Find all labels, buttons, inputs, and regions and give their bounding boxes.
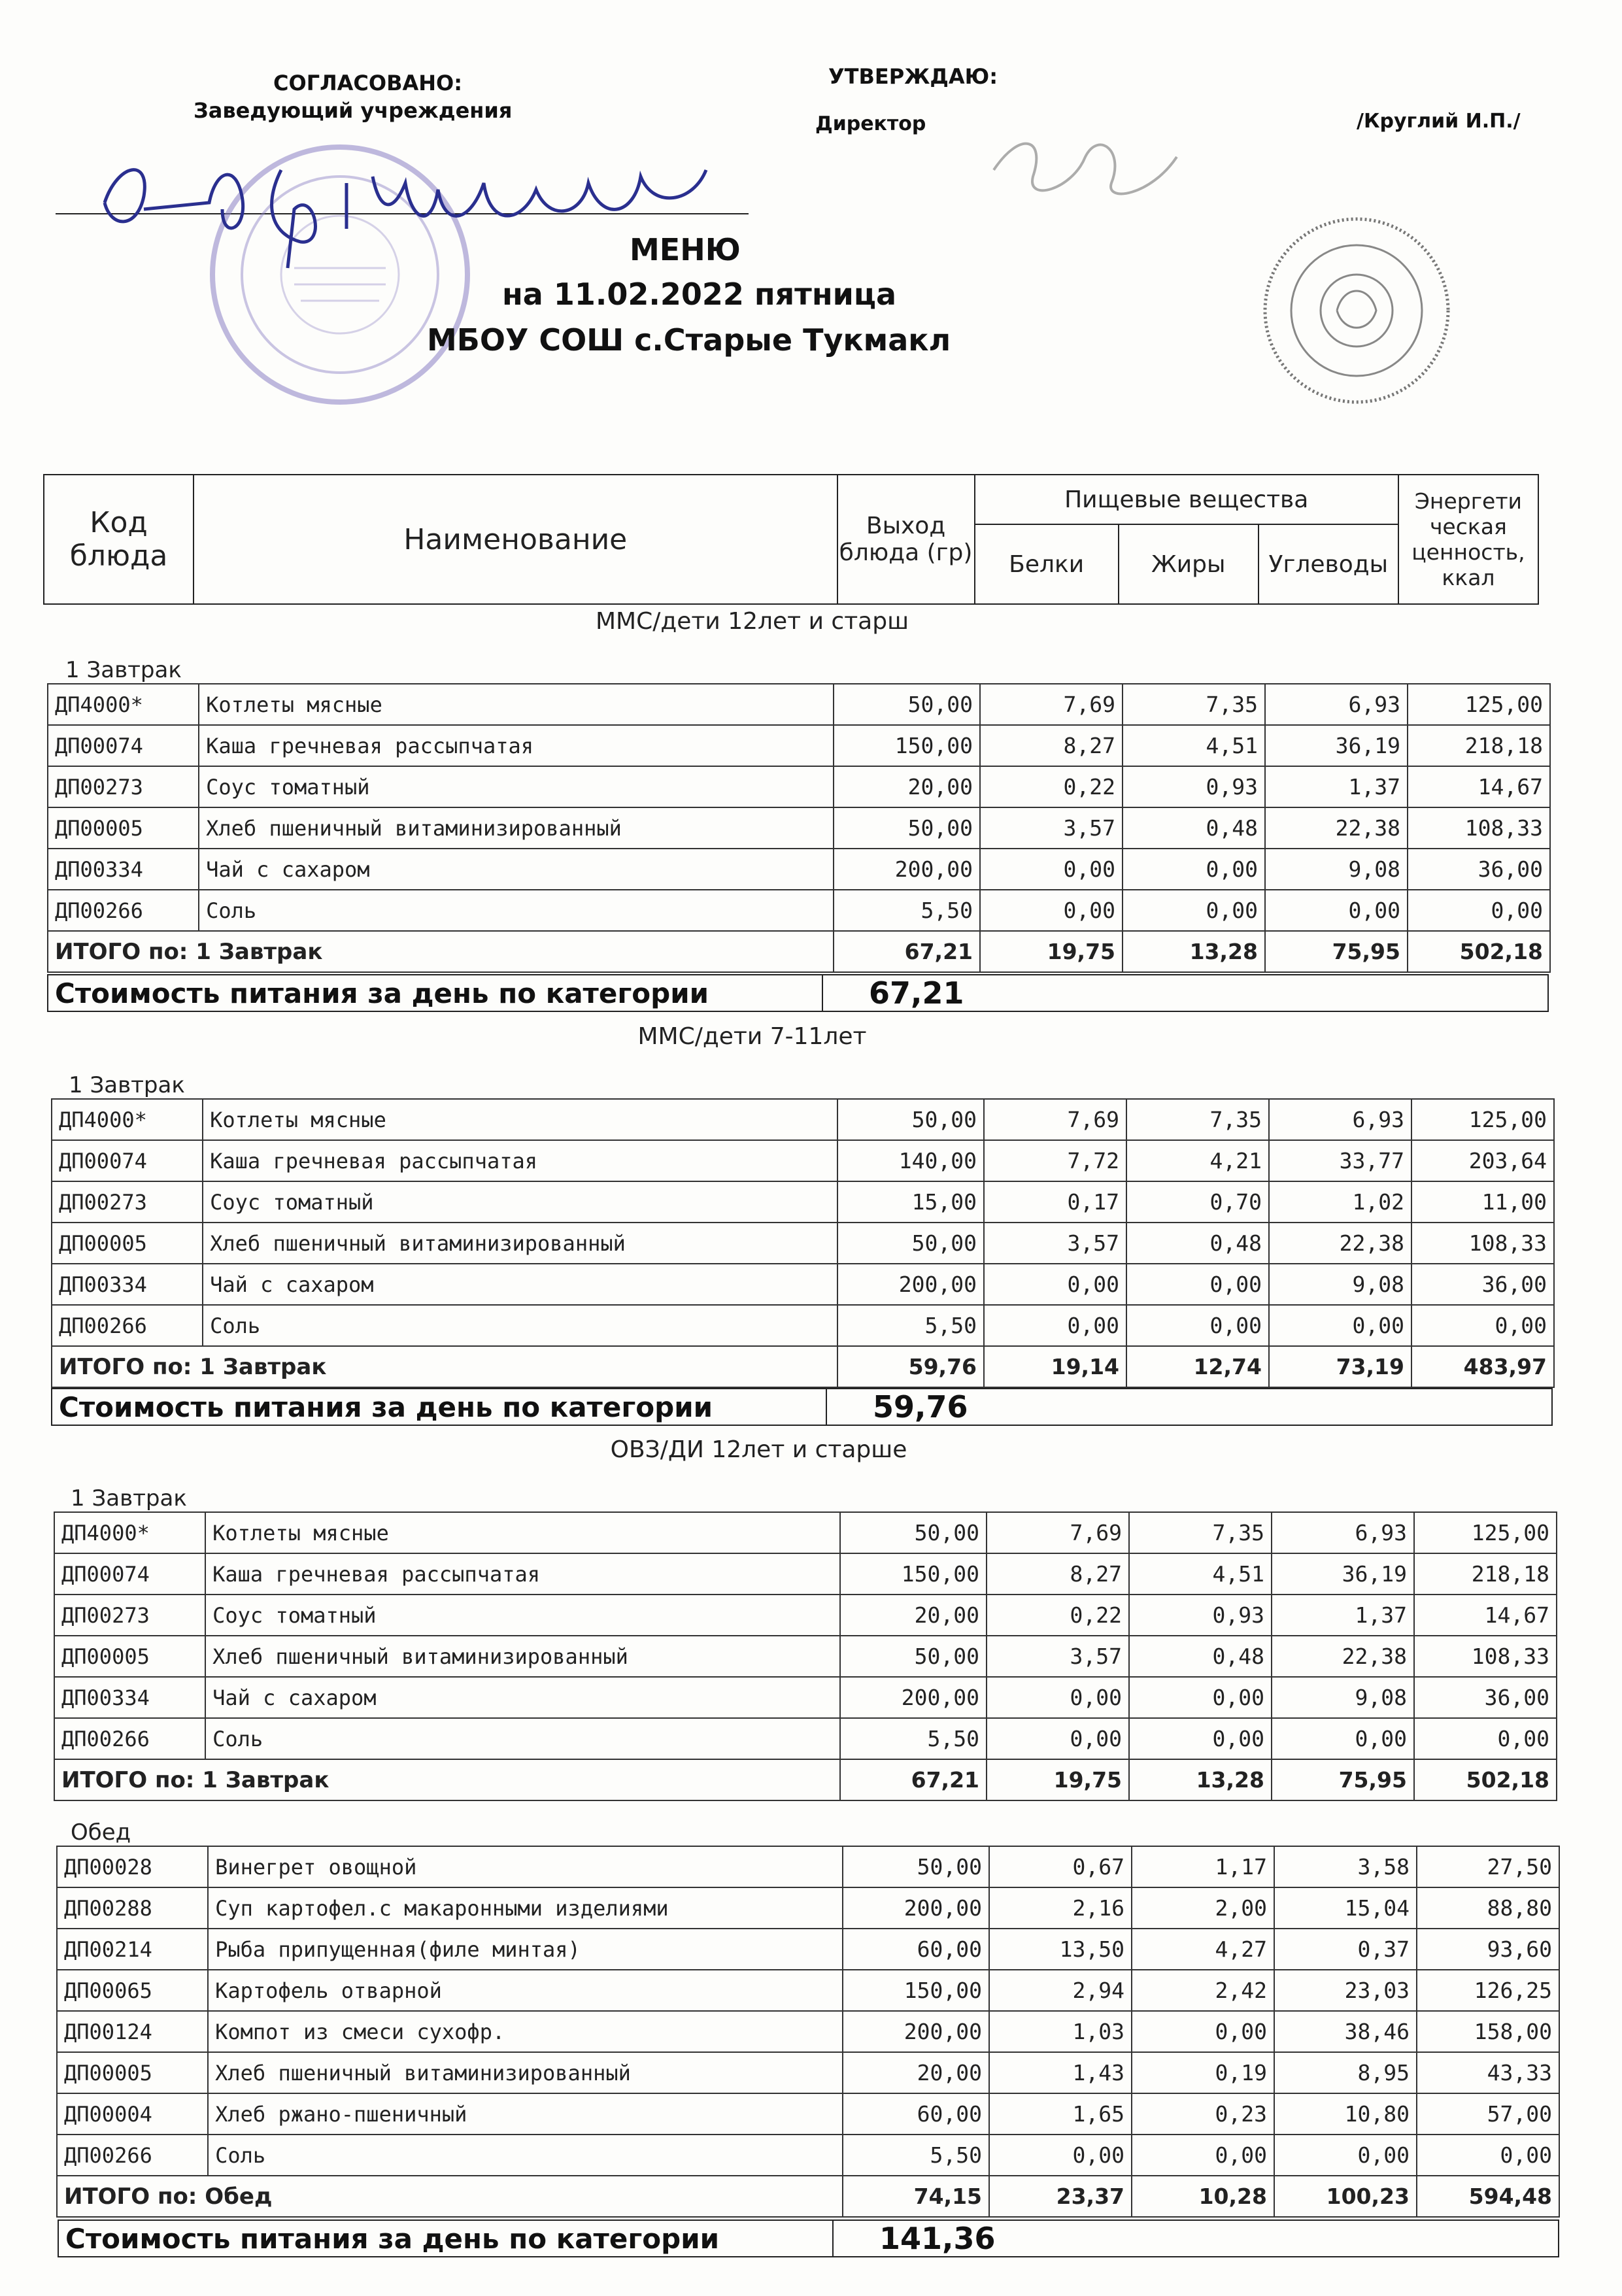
cell-energy: 126,25 (1417, 1970, 1559, 2011)
cell-code: ДП00005 (48, 807, 199, 849)
cell-energy: 108,33 (1414, 1636, 1557, 1677)
total-label: ИТОГО по: 1 Завтрак (52, 1346, 837, 1387)
cell-name: Винегрет овощной (208, 1846, 843, 1887)
cell-carbs: 1,02 (1269, 1181, 1411, 1223)
total-label: ИТОГО по: 1 Завтрак (48, 931, 834, 972)
cell-carbs: 1,37 (1272, 1595, 1414, 1636)
cell-output: 60,00 (843, 1929, 989, 1970)
cell-protein: 7,72 (984, 1140, 1126, 1181)
cell-energy: 11,00 (1411, 1181, 1554, 1223)
cell-code: ДП00005 (54, 1636, 205, 1677)
cell-fat: 4,51 (1123, 725, 1265, 766)
table-row (52, 1305, 1554, 1346)
menu-table (56, 1846, 1560, 2218)
cell-protein: 0,17 (984, 1181, 1126, 1223)
cell-name: Картофель отварной (208, 1970, 843, 2011)
cell-output: 5,50 (834, 890, 980, 931)
cell-name: Котлеты мясные (199, 684, 834, 725)
cell-carbs: 22,38 (1269, 1223, 1411, 1264)
cell-output: 140,00 (837, 1140, 984, 1181)
total-protein: 19,14 (984, 1346, 1126, 1387)
cell-carbs: 0,00 (1272, 1718, 1414, 1759)
table-row (54, 1718, 1557, 1759)
cell-name: Каша гречневая рассыпчатая (203, 1140, 837, 1181)
cell-name: Чай с сахаром (199, 849, 834, 890)
cell-code: ДП00214 (57, 1929, 208, 1970)
cost-label: Стоимость питания за день по категории (52, 1389, 826, 1425)
cell-protein: 8,27 (987, 1553, 1129, 1595)
cell-protein: 0,00 (984, 1264, 1126, 1305)
total-energy: 483,97 (1411, 1346, 1554, 1387)
cell-energy: 36,00 (1408, 849, 1550, 890)
cell-protein: 1,43 (989, 2052, 1132, 2093)
agreed-label: СОГЛАСОВАНО: (273, 71, 463, 95)
cost-table (58, 2220, 1559, 2257)
cell-name: Хлеб ржано-пшеничный (208, 2093, 843, 2135)
cell-carbs: 38,46 (1274, 2011, 1417, 2052)
table-row (52, 1099, 1554, 1140)
cell-fat: 0,00 (1132, 2011, 1274, 2052)
approve-label: УТВЕРЖДАЮ: (828, 64, 998, 89)
cell-output: 60,00 (843, 2093, 989, 2135)
director-label: Директор (815, 112, 926, 135)
cell-name: Хлеб пшеничный витаминизированный (203, 1223, 837, 1264)
director-stamp (1259, 212, 1455, 409)
cell-output: 50,00 (834, 807, 980, 849)
cell-code: ДП00028 (57, 1846, 208, 1887)
cell-carbs: 6,93 (1269, 1099, 1411, 1140)
cell-output: 150,00 (843, 1970, 989, 2011)
total-row (57, 2176, 1559, 2217)
cell-name: Соль (199, 890, 834, 931)
total-row (52, 1346, 1554, 1387)
total-carbs: 75,95 (1272, 1759, 1414, 1800)
cell-fat: 4,21 (1126, 1140, 1269, 1181)
cell-code: ДП00288 (57, 1887, 208, 1929)
meal-title: 1 Завтрак (65, 657, 182, 683)
total-output: 74,15 (843, 2176, 989, 2217)
cell-output: 150,00 (840, 1553, 987, 1595)
table-row (48, 766, 1550, 807)
cell-fat: 7,35 (1129, 1512, 1272, 1553)
cost-label: Стоимость питания за день по категории (48, 975, 822, 1011)
cell-output: 50,00 (843, 1846, 989, 1887)
cell-protein: 3,57 (987, 1636, 1129, 1677)
cell-output: 200,00 (840, 1677, 987, 1718)
cell-output: 15,00 (837, 1181, 984, 1223)
table-row (54, 1595, 1557, 1636)
cell-output: 20,00 (834, 766, 980, 807)
cell-carbs: 6,93 (1272, 1512, 1414, 1553)
cell-fat: 2,42 (1132, 1970, 1274, 2011)
cell-carbs: 22,38 (1272, 1636, 1414, 1677)
cell-name: Соус томатный (203, 1181, 837, 1223)
cell-output: 50,00 (840, 1512, 987, 1553)
cell-protein: 3,57 (984, 1223, 1126, 1264)
total-fat: 10,28 (1132, 2176, 1274, 2217)
table-row (57, 2093, 1559, 2135)
cell-protein: 1,03 (989, 2011, 1132, 2052)
cell-code: ДП00074 (54, 1553, 205, 1595)
cell-carbs: 22,38 (1265, 807, 1408, 849)
cell-output: 200,00 (837, 1264, 984, 1305)
cell-fat: 1,17 (1132, 1846, 1274, 1887)
cell-energy: 0,00 (1417, 2135, 1559, 2176)
total-protein: 19,75 (987, 1759, 1129, 1800)
cell-fat: 4,51 (1129, 1553, 1272, 1595)
meal-title: 1 Завтрак (69, 1072, 185, 1098)
cell-carbs: 8,95 (1274, 2052, 1417, 2093)
total-energy: 502,18 (1414, 1759, 1557, 1800)
cell-protein: 0,00 (987, 1718, 1129, 1759)
table-row (48, 849, 1550, 890)
cell-name: Чай с сахаром (205, 1677, 840, 1718)
cell-fat: 2,00 (1132, 1887, 1274, 1929)
cell-energy: 93,60 (1417, 1929, 1559, 1970)
cell-energy: 203,64 (1411, 1140, 1554, 1181)
total-energy: 502,18 (1408, 931, 1550, 972)
cell-code: ДП00004 (57, 2093, 208, 2135)
cell-protein: 3,57 (980, 807, 1123, 849)
cell-output: 20,00 (840, 1595, 987, 1636)
cell-fat: 0,00 (1126, 1264, 1269, 1305)
cell-output: 50,00 (837, 1223, 984, 1264)
menu-title: МЕНЮ (630, 232, 741, 267)
cell-name: Котлеты мясные (203, 1099, 837, 1140)
cell-fat: 0,00 (1129, 1677, 1272, 1718)
cell-carbs: 9,08 (1265, 849, 1408, 890)
cell-name: Компот из смеси сухофр. (208, 2011, 843, 2052)
cell-output: 20,00 (843, 2052, 989, 2093)
cell-protein: 0,67 (989, 1846, 1132, 1887)
cell-energy: 14,67 (1414, 1595, 1557, 1636)
cell-protein: 7,69 (980, 684, 1123, 725)
cell-name: Котлеты мясные (205, 1512, 840, 1553)
cell-protein: 2,16 (989, 1887, 1132, 1929)
cell-code: ДП00074 (52, 1140, 203, 1181)
cell-protein: 0,22 (987, 1595, 1129, 1636)
director-name: /Круглий И.П./ (1357, 110, 1521, 133)
cell-name: Суп картофел.с макаронными изделиями (208, 1887, 843, 1929)
total-label: ИТОГО по: Обед (57, 2176, 843, 2217)
table-row (54, 1677, 1557, 1718)
cell-fat: 0,48 (1126, 1223, 1269, 1264)
cell-protein: 7,69 (984, 1099, 1126, 1140)
header-output: Выход блюда (гр) (837, 475, 975, 604)
cell-carbs: 0,00 (1269, 1305, 1411, 1346)
section-title: ММС/дети 12лет и старш (595, 608, 909, 635)
table-row (57, 1887, 1559, 1929)
cell-protein: 0,00 (989, 2135, 1132, 2176)
director-signature (981, 118, 1216, 222)
header-protein: Белки (975, 524, 1119, 604)
total-carbs: 73,19 (1269, 1346, 1411, 1387)
cell-carbs: 0,37 (1274, 1929, 1417, 1970)
cell-carbs: 3,58 (1274, 1846, 1417, 1887)
cost-value: 141,36 (833, 2220, 1559, 2257)
total-output: 67,21 (840, 1759, 987, 1800)
table-row (52, 1181, 1554, 1223)
cell-name: Рыба припущенная(филе минтая) (208, 1929, 843, 1970)
header-code: Код блюда (44, 475, 194, 604)
table-row (48, 725, 1550, 766)
agreed-role: Заведующий учреждения (194, 98, 513, 123)
cell-code: ДП00334 (52, 1264, 203, 1305)
cell-code: ДП00266 (52, 1305, 203, 1346)
cell-protein: 0,00 (987, 1677, 1129, 1718)
header-nutrients: Пищевые вещества (975, 475, 1398, 524)
cell-fat: 0,00 (1123, 849, 1265, 890)
cost-value: 67,21 (822, 975, 1548, 1011)
cell-code: ДП00266 (57, 2135, 208, 2176)
cell-fat: 4,27 (1132, 1929, 1274, 1970)
cell-protein: 2,94 (989, 1970, 1132, 2011)
cell-protein: 13,50 (989, 1929, 1132, 1970)
cell-code: ДП00273 (52, 1181, 203, 1223)
cell-code: ДП4000* (52, 1099, 203, 1140)
cell-fat: 0,00 (1126, 1305, 1269, 1346)
total-carbs: 100,23 (1274, 2176, 1417, 2217)
cell-fat: 0,19 (1132, 2052, 1274, 2093)
cell-energy: 14,67 (1408, 766, 1550, 807)
cell-name: Соль (205, 1718, 840, 1759)
cell-output: 200,00 (843, 2011, 989, 2052)
cell-fat: 0,93 (1123, 766, 1265, 807)
cell-carbs: 9,08 (1269, 1264, 1411, 1305)
total-carbs: 75,95 (1265, 931, 1408, 972)
menu-table (54, 1511, 1557, 1801)
cell-output: 200,00 (843, 1887, 989, 1929)
table-row (57, 2135, 1559, 2176)
table-row (57, 1970, 1559, 2011)
cell-output: 200,00 (834, 849, 980, 890)
total-fat: 13,28 (1129, 1759, 1272, 1800)
table-row (57, 1846, 1559, 1887)
cell-output: 5,50 (843, 2135, 989, 2176)
header-fat: Жиры (1119, 524, 1259, 604)
total-label: ИТОГО по: 1 Завтрак (54, 1759, 840, 1800)
table-row (52, 1223, 1554, 1264)
cell-fat: 7,35 (1126, 1099, 1269, 1140)
section-title: ОВЗ/ДИ 12лет и старше (610, 1436, 907, 1463)
cell-protein: 0,00 (980, 849, 1123, 890)
cell-code: ДП00124 (57, 2011, 208, 2052)
table-row (57, 2052, 1559, 2093)
cell-energy: 0,00 (1408, 890, 1550, 931)
cell-fat: 0,00 (1132, 2135, 1274, 2176)
cell-energy: 88,80 (1417, 1887, 1559, 1929)
cell-fat: 0,23 (1132, 2093, 1274, 2135)
cell-name: Хлеб пшеничный витаминизированный (208, 2052, 843, 2093)
menu-table (51, 1098, 1555, 1388)
cell-output: 5,50 (837, 1305, 984, 1346)
cell-code: ДП4000* (48, 684, 199, 725)
cell-carbs: 1,37 (1265, 766, 1408, 807)
total-protein: 19,75 (980, 931, 1123, 972)
cell-output: 50,00 (837, 1099, 984, 1140)
cell-carbs: 36,19 (1272, 1553, 1414, 1595)
menu-table-header (43, 474, 1539, 605)
cell-protein: 1,65 (989, 2093, 1132, 2135)
cell-protein: 0,00 (980, 890, 1123, 931)
total-fat: 13,28 (1123, 931, 1265, 972)
cell-fat: 0,93 (1129, 1595, 1272, 1636)
table-row (48, 807, 1550, 849)
table-row (57, 1929, 1559, 1970)
cell-carbs: 23,03 (1274, 1970, 1417, 2011)
cell-output: 50,00 (840, 1636, 987, 1677)
cell-code: ДП00074 (48, 725, 199, 766)
cell-energy: 108,33 (1408, 807, 1550, 849)
cell-fat: 7,35 (1123, 684, 1265, 725)
cell-code: ДП00334 (48, 849, 199, 890)
cell-energy: 218,18 (1408, 725, 1550, 766)
total-protein: 23,37 (989, 2176, 1132, 2217)
table-row (57, 2011, 1559, 2052)
total-energy: 594,48 (1417, 2176, 1559, 2217)
cell-protein: 8,27 (980, 725, 1123, 766)
cost-table (47, 974, 1549, 1012)
total-output: 59,76 (837, 1346, 984, 1387)
cell-output: 5,50 (840, 1718, 987, 1759)
total-row (48, 931, 1550, 972)
school-name: МБОУ СОШ с.Старые Тукмакл (427, 322, 951, 358)
cell-name: Каша гречневая рассыпчатая (199, 725, 834, 766)
header-name: Наименование (194, 475, 837, 604)
cell-carbs: 0,00 (1265, 890, 1408, 931)
cell-energy: 0,00 (1414, 1718, 1557, 1759)
cell-energy: 43,33 (1417, 2052, 1559, 2093)
cell-energy: 108,33 (1411, 1223, 1554, 1264)
cell-fat: 0,48 (1129, 1636, 1272, 1677)
table-row (48, 684, 1550, 725)
cell-code: ДП00005 (57, 2052, 208, 2093)
meal-title: 1 Завтрак (71, 1485, 187, 1511)
total-output: 67,21 (834, 931, 980, 972)
cell-carbs: 0,00 (1274, 2135, 1417, 2176)
cell-name: Соус томатный (199, 766, 834, 807)
cell-fat: 0,70 (1126, 1181, 1269, 1223)
meal-title: Обед (71, 1819, 131, 1846)
cell-fat: 0,00 (1129, 1718, 1272, 1759)
cell-code: ДП00266 (54, 1718, 205, 1759)
cell-name: Чай с сахаром (203, 1264, 837, 1305)
cell-name: Хлеб пшеничный витаминизированный (205, 1636, 840, 1677)
cell-energy: 125,00 (1411, 1099, 1554, 1140)
cell-protein: 0,22 (980, 766, 1123, 807)
cell-carbs: 6,93 (1265, 684, 1408, 725)
cell-carbs: 36,19 (1265, 725, 1408, 766)
menu-date: на 11.02.2022 пятница (502, 277, 896, 312)
cost-label: Стоимость питания за день по категории (58, 2220, 833, 2257)
table-row (54, 1553, 1557, 1595)
table-row (48, 890, 1550, 931)
cell-protein: 7,69 (987, 1512, 1129, 1553)
cell-energy: 218,18 (1414, 1553, 1557, 1595)
cell-energy: 0,00 (1411, 1305, 1554, 1346)
cell-output: 150,00 (834, 725, 980, 766)
cell-output: 50,00 (834, 684, 980, 725)
cell-code: ДП00065 (57, 1970, 208, 2011)
table-row (52, 1140, 1554, 1181)
cell-name: Соус томатный (205, 1595, 840, 1636)
header-carbs: Углеводы (1259, 524, 1398, 604)
menu-table (47, 683, 1551, 973)
table-row (54, 1636, 1557, 1677)
cell-code: ДП00334 (54, 1677, 205, 1718)
total-fat: 12,74 (1126, 1346, 1269, 1387)
table-row (54, 1512, 1557, 1553)
cell-code: ДП00273 (48, 766, 199, 807)
cell-name: Каша гречневая рассыпчатая (205, 1553, 840, 1595)
table-row (52, 1264, 1554, 1305)
cell-code: ДП00273 (54, 1595, 205, 1636)
cost-value: 59,76 (826, 1389, 1552, 1425)
cell-energy: 125,00 (1408, 684, 1550, 725)
cell-energy: 57,00 (1417, 2093, 1559, 2135)
cell-carbs: 9,08 (1272, 1677, 1414, 1718)
cell-carbs: 33,77 (1269, 1140, 1411, 1181)
cell-energy: 158,00 (1417, 2011, 1559, 2052)
cell-energy: 36,00 (1414, 1677, 1557, 1718)
cell-protein: 0,00 (984, 1305, 1126, 1346)
header-energy: Энергети ческая ценность, ккал (1398, 475, 1538, 604)
cell-name: Хлеб пшеничный витаминизированный (199, 807, 834, 849)
cell-energy: 125,00 (1414, 1512, 1557, 1553)
cell-fat: 0,00 (1123, 890, 1265, 931)
cell-energy: 36,00 (1411, 1264, 1554, 1305)
cell-carbs: 10,80 (1274, 2093, 1417, 2135)
cell-carbs: 15,04 (1274, 1887, 1417, 1929)
cell-code: ДП00005 (52, 1223, 203, 1264)
cell-name: Соль (208, 2135, 843, 2176)
cell-code: ДП00266 (48, 890, 199, 931)
cell-energy: 27,50 (1417, 1846, 1559, 1887)
cell-code: ДП4000* (54, 1512, 205, 1553)
cell-name: Соль (203, 1305, 837, 1346)
cell-fat: 0,48 (1123, 807, 1265, 849)
section-title: ММС/дети 7-11лет (637, 1023, 867, 1050)
total-row (54, 1759, 1557, 1800)
cost-table (51, 1388, 1553, 1426)
